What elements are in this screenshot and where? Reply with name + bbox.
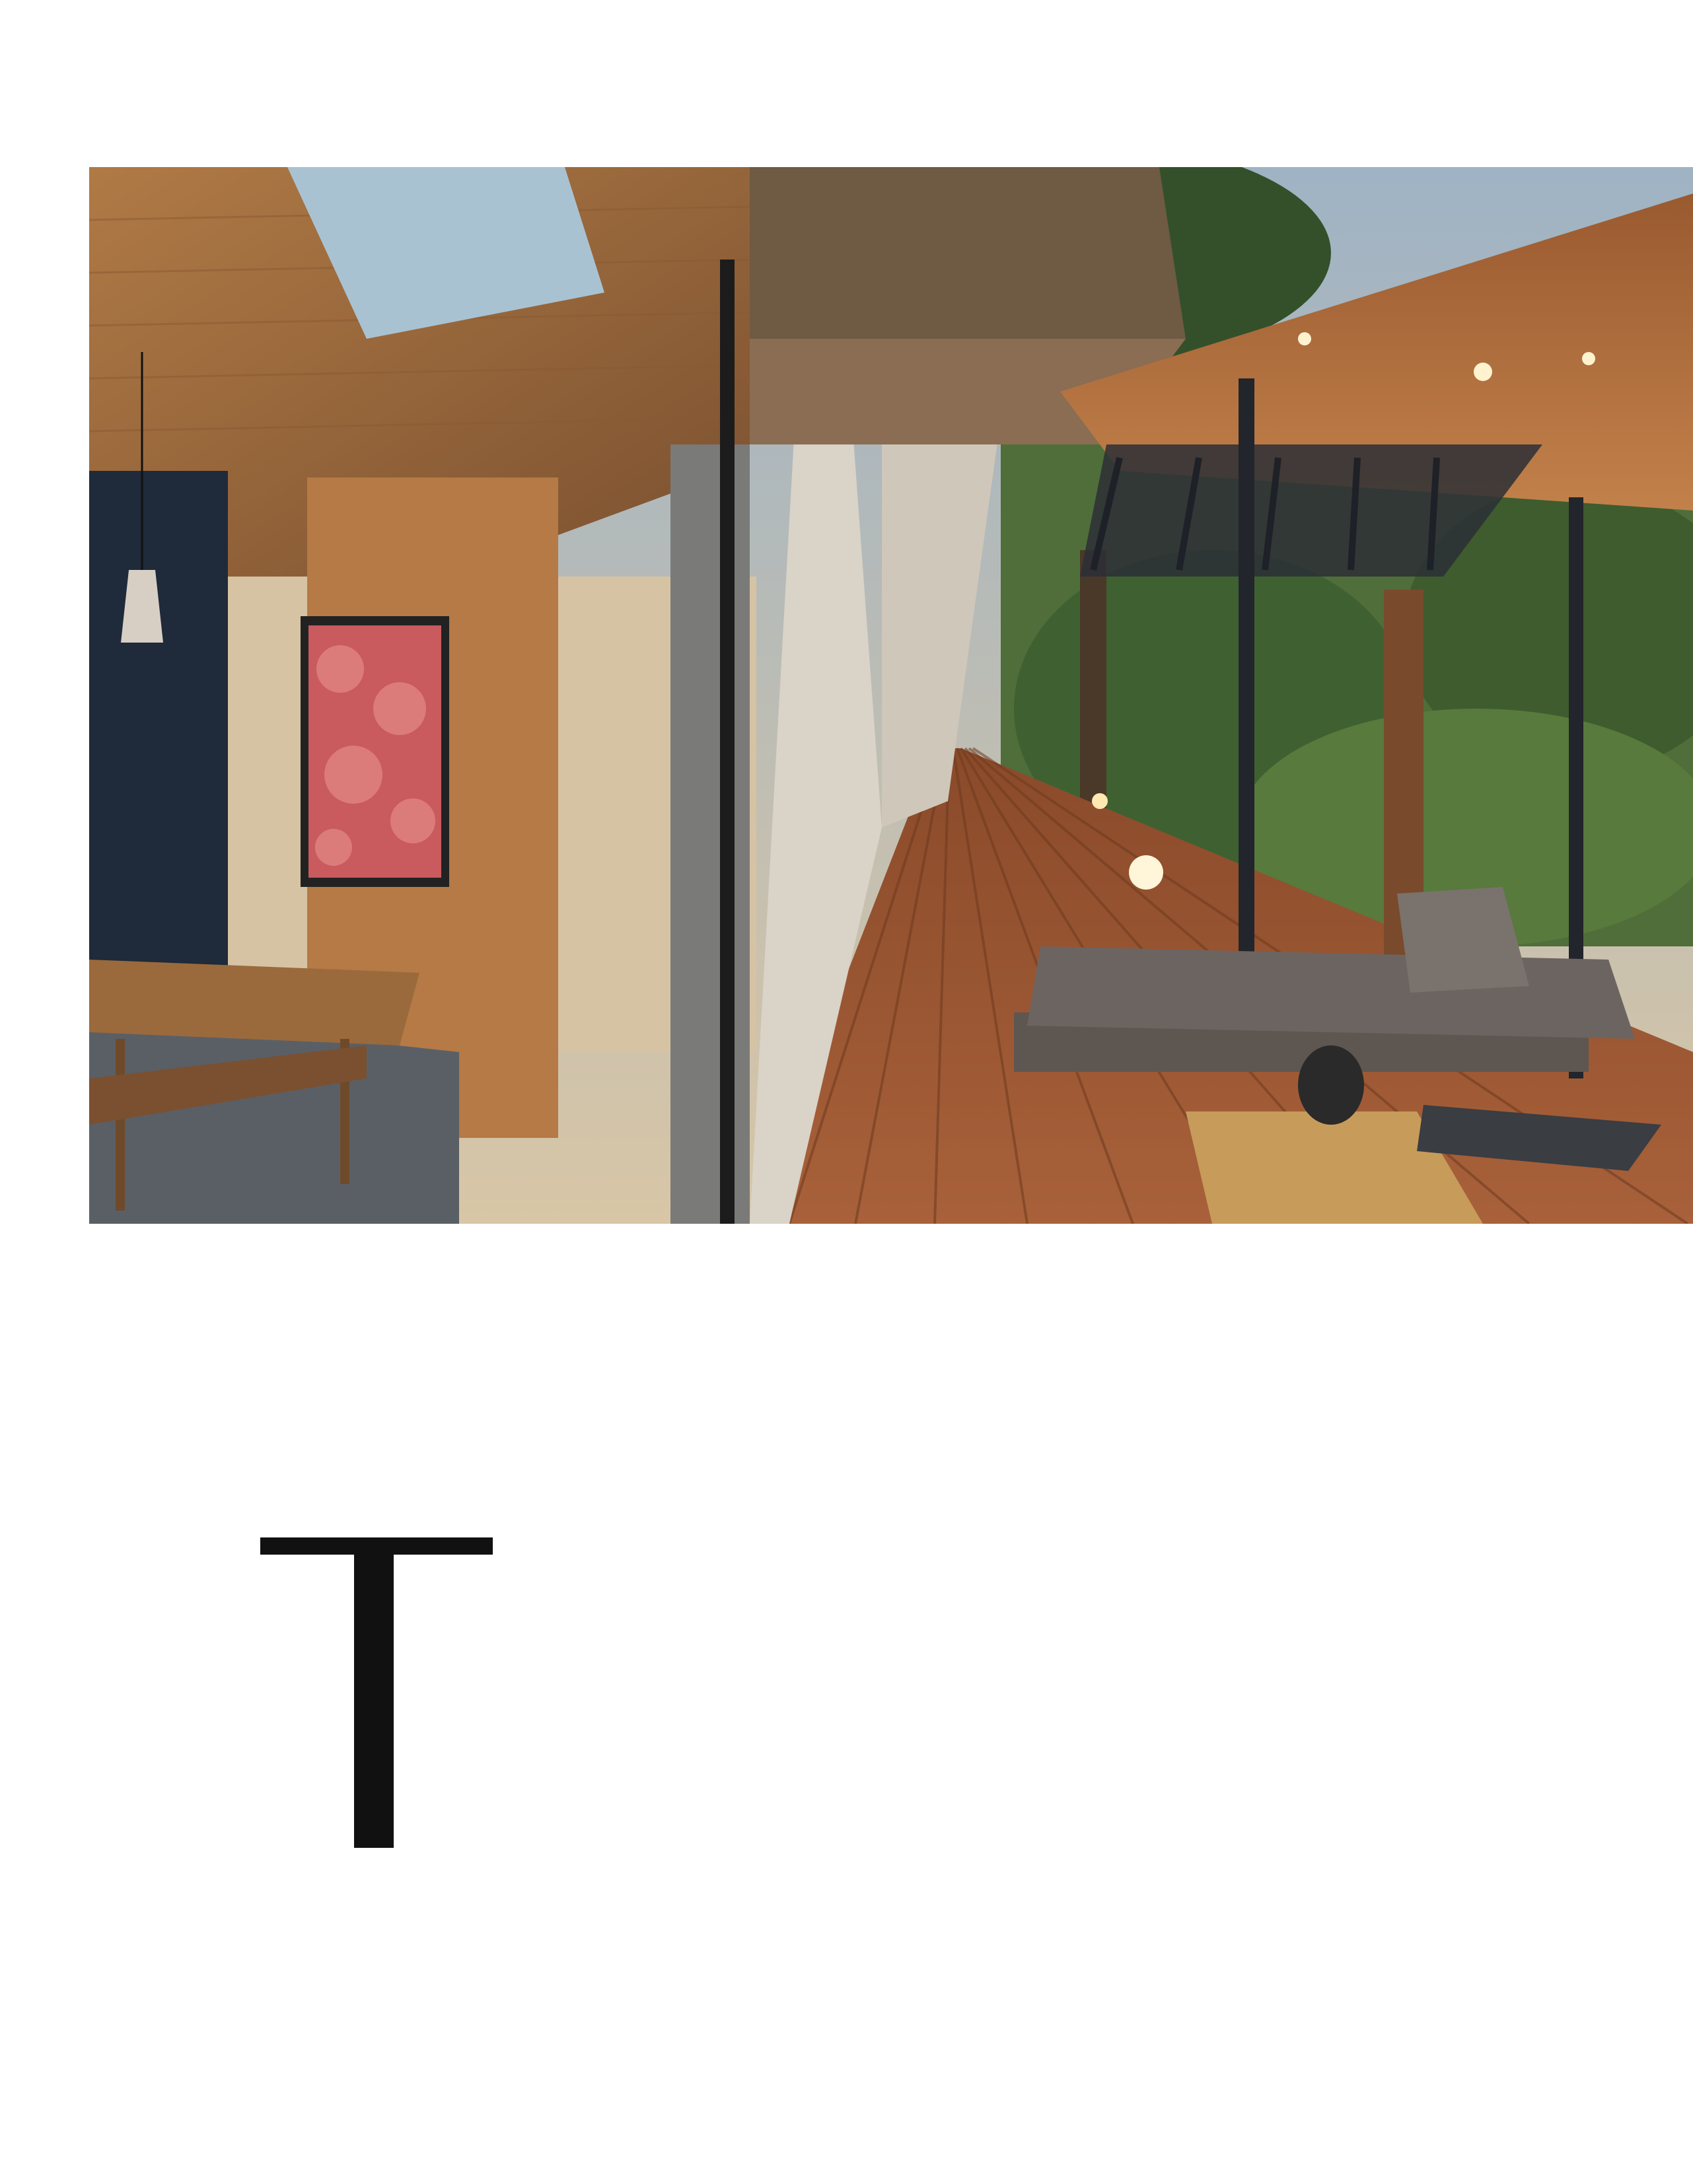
hero-photo xyxy=(89,167,1693,1224)
terrace-illustration xyxy=(89,167,1693,1224)
drop-cap-t xyxy=(260,1537,493,1848)
